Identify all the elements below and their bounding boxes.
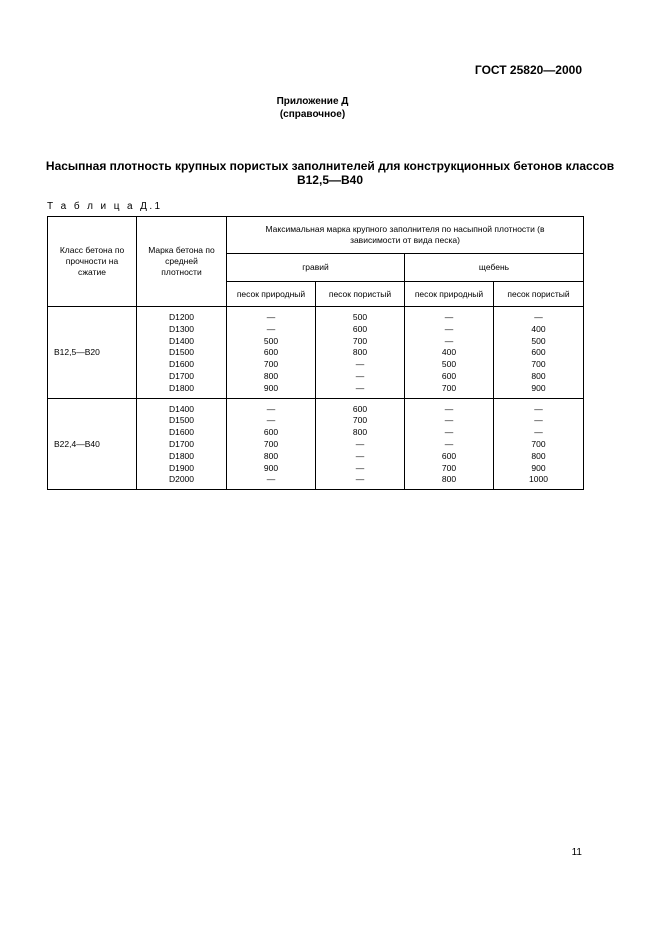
class-cell: В22,4—В40: [48, 398, 137, 490]
cell-value: 600: [441, 450, 457, 461]
cell-value: 1000: [529, 474, 548, 485]
cell-value: D1700: [168, 370, 195, 381]
cell-value: 500: [263, 335, 279, 346]
title-line-1: Насыпная плотность крупных пористых заполнителей для конструкционных бетонов классов: [45, 159, 615, 173]
cell-value: 700: [352, 415, 368, 426]
table-row: [48, 307, 584, 399]
cell-value: 800: [352, 347, 368, 358]
header-crushed-sand-natural: песок природный: [405, 282, 494, 307]
cell-value: 700: [531, 438, 546, 449]
cell-value: —: [534, 403, 543, 414]
cell-value: D1800: [168, 382, 195, 393]
gravel-porous-cell: [316, 398, 405, 490]
cell-value: —: [444, 415, 454, 426]
cell-value: —: [444, 335, 454, 346]
cell-value: 600: [441, 370, 457, 381]
cell-value: 800: [441, 474, 457, 485]
cell-value: 600: [263, 347, 279, 358]
header-class: Класс бетона по прочности на сжатие: [48, 217, 137, 307]
appendix-note: (справочное): [279, 109, 346, 120]
cell-value: 800: [352, 427, 368, 438]
page-number: 11: [571, 847, 582, 858]
cell-value: 500: [531, 335, 546, 346]
cell-value: —: [266, 312, 276, 322]
crushed-natural-cell: [405, 398, 494, 490]
title-line-2: В12,5—В40: [296, 173, 364, 187]
header-crushed: щебень: [405, 254, 584, 282]
header-max-mark: Максимальная марка крупного заполнителя по насыпной плотности (в зависимости от вида песка): [227, 217, 584, 254]
cell-value: 900: [531, 462, 546, 473]
cell-value: 700: [352, 335, 368, 346]
cell-value: —: [534, 415, 543, 426]
cell-value: D1900: [168, 462, 195, 473]
cell-value: —: [444, 312, 454, 322]
header-mark: Марка бетона по средней плотности: [137, 217, 227, 307]
cell-value: D1200: [168, 312, 195, 322]
crushed-porous-cell: [494, 398, 584, 490]
header-crushed-sand-porous: песок пористый: [494, 282, 584, 307]
crushed-natural-cell: [405, 307, 494, 399]
cell-value: 900: [263, 462, 279, 473]
cell-value: 700: [263, 438, 279, 449]
appendix-label: Приложение Д: [276, 96, 349, 107]
cell-value: D1500: [168, 415, 195, 426]
gravel-natural-cell: [227, 398, 316, 490]
cell-value: —: [355, 438, 365, 449]
gravel-porous-cell: [316, 307, 405, 399]
cell-value: 800: [531, 450, 546, 461]
header-gravel-sand-porous: песок пористый: [316, 282, 405, 307]
cell-value: 700: [441, 462, 457, 473]
cell-value: 400: [531, 323, 546, 334]
gravel-natural-cell: [227, 307, 316, 399]
cell-value: 400: [441, 347, 457, 358]
cell-value: —: [266, 474, 276, 485]
cell-value: —: [266, 415, 276, 426]
cell-value: —: [355, 462, 365, 473]
cell-value: —: [534, 312, 543, 322]
table-row: [48, 398, 584, 490]
cell-value: —: [444, 323, 454, 334]
cell-value: 700: [441, 382, 457, 393]
class-cell: В12,5—В20: [48, 307, 137, 399]
header-gravel: гравий: [227, 254, 405, 282]
cell-value: D1400: [168, 335, 195, 346]
cell-value: —: [355, 450, 365, 461]
cell-value: —: [355, 359, 365, 370]
cell-value: 800: [531, 370, 546, 381]
standard-code: ГОСТ 25820—2000: [474, 63, 582, 77]
cell-value: D1300: [168, 323, 195, 334]
cell-value: 900: [263, 382, 279, 393]
mark-cell: [137, 398, 227, 490]
cell-value: 900: [531, 382, 546, 393]
cell-value: 500: [441, 359, 457, 370]
cell-value: 600: [352, 323, 368, 334]
cell-value: D1600: [168, 359, 195, 370]
cell-value: D1800: [168, 450, 195, 461]
mark-cell: [137, 307, 227, 399]
document-title: [40, 159, 620, 187]
cell-value: 800: [263, 450, 279, 461]
crushed-porous-cell: [494, 307, 584, 399]
cell-value: 500: [352, 312, 368, 322]
cell-value: D1400: [168, 403, 195, 414]
cell-value: D1600: [168, 427, 195, 438]
cell-value: —: [355, 370, 365, 381]
cell-value: 700: [263, 359, 279, 370]
cell-value: D1500: [168, 347, 195, 358]
cell-value: 700: [531, 359, 546, 370]
cell-value: —: [444, 403, 454, 414]
cell-value: 600: [263, 427, 279, 438]
cell-value: D2000: [168, 474, 195, 485]
cell-value: —: [444, 438, 454, 449]
table-caption: Т а б л и ц а Д.1: [47, 201, 163, 212]
density-table: [47, 216, 584, 490]
cell-value: 800: [263, 370, 279, 381]
cell-value: —: [355, 382, 365, 393]
cell-value: D1700: [168, 438, 195, 449]
cell-value: —: [444, 427, 454, 438]
cell-value: —: [266, 323, 276, 334]
cell-value: 600: [352, 403, 368, 414]
header-gravel-sand-natural: песок природный: [227, 282, 316, 307]
cell-value: —: [355, 474, 365, 485]
appendix-heading: [0, 95, 661, 121]
cell-value: —: [266, 403, 276, 414]
cell-value: —: [534, 427, 543, 438]
cell-value: 600: [531, 347, 546, 358]
